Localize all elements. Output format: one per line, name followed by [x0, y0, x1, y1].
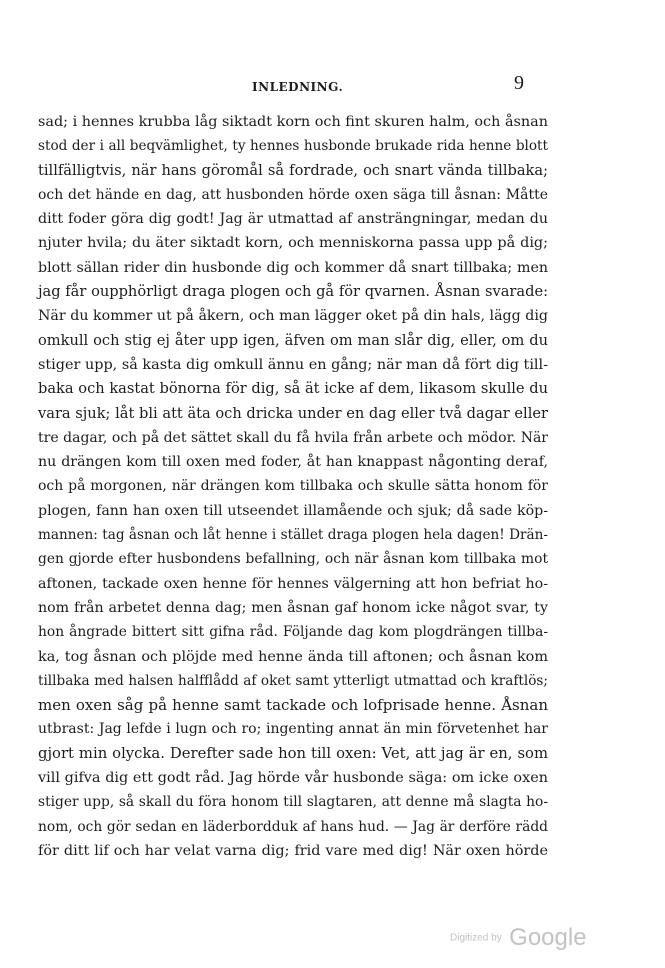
text-line: När du kommer ut på åkern, och man lägger oket på din hals, lägg dig: [38, 308, 548, 325]
text-line: sad; i hennes krubba låg siktadt korn och fint skuren halm, och åsnan: [38, 114, 549, 130]
text-line: ditt foder göra dig godt! Jag är utmattad af ansträngningar, medan du: [38, 211, 548, 228]
text-line: omkull och stig ej åter upp igen, äfven om man slår dig, eller, om du: [38, 331, 548, 349]
digitized-by-google-watermark: [450, 924, 587, 952]
text-line: gjort min olycka. Derefter sade hon till oxen: Vet, att jag är en, som: [38, 744, 548, 762]
watermark-prefix: Digitized by: [450, 932, 502, 944]
watermark-brand: Google: [509, 924, 587, 951]
running-head: INLEDNING.: [252, 80, 344, 94]
text-line: vara sjuk; låt bli att äta och dricka under en dag eller två dagar eller: [38, 404, 548, 422]
text-line: hon ångrade bittert sitt gifna råd. Följande dag kom plogdrängen tillba-: [38, 624, 548, 641]
text-line: vill gifva dig ett godt råd. Jag hörde vår husbonde säga: om icke oxen: [38, 770, 548, 787]
text-line: blott sällan rider din husbonde dig och kommer då snart tillbaka; men: [38, 259, 548, 276]
body-text: [38, 110, 548, 863]
text-line: och på morgonen, när drängen kom tillbaka och skulle sätta honom för: [38, 478, 548, 495]
text-line: jag får oupphörligt draga plogen och gå för qvarnen. Åsnan svarade:: [38, 283, 548, 301]
text-line: stod der i all beqvämlighet, ty hennes husbonde brukade rida henne blott: [38, 138, 548, 155]
text-line: aftonen, tackade oxen henne för hennes välgerning att hon befriat ho-: [38, 575, 548, 592]
text-line: nom från arbetet denna dag; men åsnan gaf honom icke något svar, ty: [38, 599, 548, 616]
text-line: för ditt lif och har velat varna dig; frid vare med dig! När oxen hörde: [38, 842, 548, 859]
text-line: ka, tog åsnan och plöjde med henne ända till aftonen; och åsnan kom: [38, 648, 548, 665]
text-line: baka och kastat bönorna för dig, så ät icke af dem, likasom skulle du: [38, 380, 548, 398]
text-line: njuter hvila; du äter siktadt korn, och menniskorna passa upp på dig;: [38, 235, 548, 252]
text-line: mannen: tag åsnan och låt henne i stället draga plogen hela dagen! Drän-: [38, 527, 548, 544]
text-line: gen gjorde efter husbondens befallning, och när åsnan kom tillbaka mot: [38, 551, 548, 568]
text-line: utbrast: Jag lefde i lugn och ro; ingenting annat än min förvetenhet har: [38, 721, 548, 738]
text-line: nom, och gör sedan en läderbordduk af hans hud. — Jag är derföre rädd: [38, 818, 548, 835]
text-line: och det hände en dag, att husbonden hörde oxen säga till åsnan: Måtte: [38, 186, 548, 203]
page-number: 9: [514, 72, 524, 94]
text-line: plogen, fann han oxen till utseendet illamående och sjuk; då sade köp-: [38, 502, 548, 519]
text-line: stiger upp, så kasta dig omkull ännu en gång; när man då fört dig till-: [38, 356, 548, 373]
text-line: tillbaka med halsen halfflådd af oket samt ytterligt utmattad och kraftlös;: [38, 672, 548, 689]
text-line: stiger upp, så skall du föra honom till slagtaren, att denne må slagta ho-: [38, 794, 548, 811]
text-line: tillfälligtvis, när hans göromål så fordrade, och snart vända tillbaka;: [38, 161, 548, 179]
text-line: nu drängen kom till oxen med foder, åt han knappast någonting deraf,: [38, 454, 548, 471]
text-line: tre dagar, och på det sättet skall du få hvila från arbete och mödor. När: [38, 429, 548, 446]
text-line: men oxen såg på henne samt tackade och lofprisade henne. Åsnan: [38, 696, 548, 715]
